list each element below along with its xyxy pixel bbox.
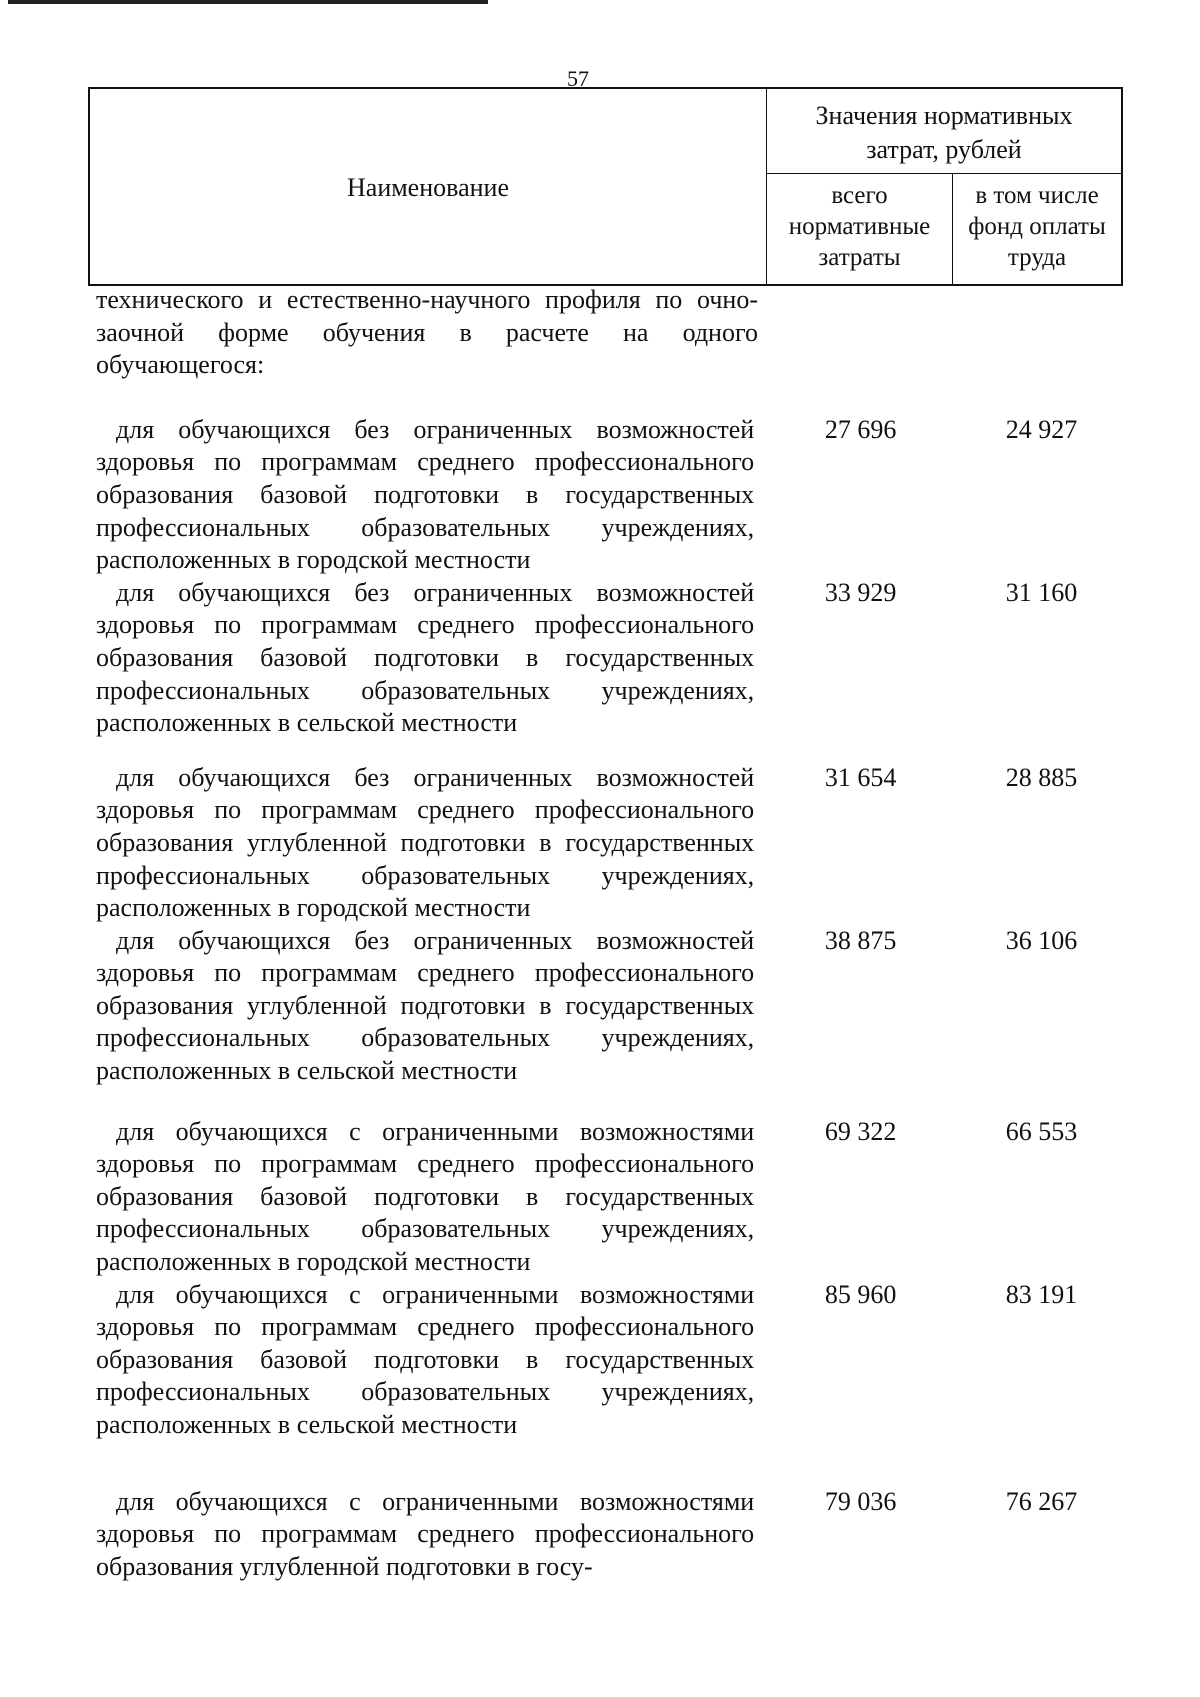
row-description: для обучающихся без ограниченных возможностей здоровья по программам среднего профессионального образования базовой подготовки в государственных профессиональных образовательных учреждениях, расположенных в сельской местности — [96, 577, 755, 738]
row-total: 33 929 — [824, 577, 897, 607]
row-total: 79 036 — [824, 1486, 897, 1516]
row-description: для обучающихся с ограниченными возможностями здоровья по программам среднего профессионального образования углубленной подготовки в госу- — [96, 1486, 755, 1581]
row-total: 31 654 — [824, 762, 897, 792]
row-wage: 24 927 — [1005, 414, 1078, 444]
header-name-column: Наименование — [90, 89, 767, 284]
table-row — [96, 577, 1126, 740]
row-wage: 28 885 — [1005, 762, 1078, 792]
table-row — [96, 925, 1126, 1088]
table-row — [96, 762, 1126, 925]
header-wage-line-2: фонд оплаты — [968, 213, 1106, 240]
header-values-group — [767, 89, 1121, 174]
header-wage-column — [953, 174, 1121, 284]
header-values-line-2: затрат, рублей — [866, 135, 1022, 164]
header-total-column — [767, 174, 953, 284]
header-total-line-2: нормативные — [788, 213, 931, 240]
row-description: для обучающихся с ограниченными возможностями здоровья по программам среднего профессионального образования базовой подготовки в государственных профессиональных образовательных учреждениях, расположенных в городской местности — [96, 1116, 755, 1277]
table-row — [96, 414, 1126, 577]
header-wage-line-1: в том числе — [975, 182, 1099, 209]
header-values-line-1: Значения нормативных — [815, 101, 1073, 130]
table-row — [96, 1116, 1126, 1279]
row-description: для обучающихся без ограниченных возможностей здоровья по программам среднего профессионального образования базовой подготовки в государственных профессиональных образовательных учреждениях, расположенных в городской местности — [96, 414, 755, 575]
row-wage: 83 191 — [1005, 1279, 1078, 1309]
row-total: 85 960 — [824, 1279, 897, 1309]
row-wage: 76 267 — [1005, 1486, 1078, 1516]
table-body — [96, 284, 1126, 1583]
header-wage-line-3: труда — [1007, 244, 1067, 271]
row-description: для обучающихся с ограниченными возможностями здоровья по программам среднего профессионального образования базовой подготовки в государственных профессиональных образовательных учреждениях, расположенных в сельской местности — [96, 1279, 755, 1439]
table-row — [96, 1486, 1126, 1584]
table-header — [88, 87, 1123, 286]
row-description: для обучающихся без ограниченных возможностей здоровья по программам среднего профессионального образования углубленной подготовки в государственных профессиональных образовательных учреждениях, расположенных в городской местности — [96, 762, 755, 923]
row-total: 38 875 — [824, 925, 897, 955]
row-wage: 31 160 — [1005, 577, 1078, 607]
page-number: 57 — [567, 66, 589, 91]
row-description: для обучающихся без ограниченных возможностей здоровья по программам среднего профессионального образования углубленной подготовки в государственных профессиональных образовательных учреждениях, расположенных в сельской местности — [96, 925, 755, 1086]
row-wage: 36 106 — [1005, 925, 1078, 955]
table-row — [96, 1279, 1126, 1442]
row-total: 27 696 — [824, 414, 897, 444]
intro-row — [96, 284, 1126, 382]
intro-text: технического и естественно-научного профиля по очно-заочной форме обучения в расчете на одного обучающегося: — [96, 285, 758, 380]
header-total-line-1: всего — [831, 182, 888, 209]
row-total: 69 322 — [824, 1116, 897, 1146]
row-wage: 66 553 — [1005, 1116, 1078, 1146]
top-rule — [8, 0, 488, 4]
header-total-line-3: затраты — [818, 244, 901, 271]
